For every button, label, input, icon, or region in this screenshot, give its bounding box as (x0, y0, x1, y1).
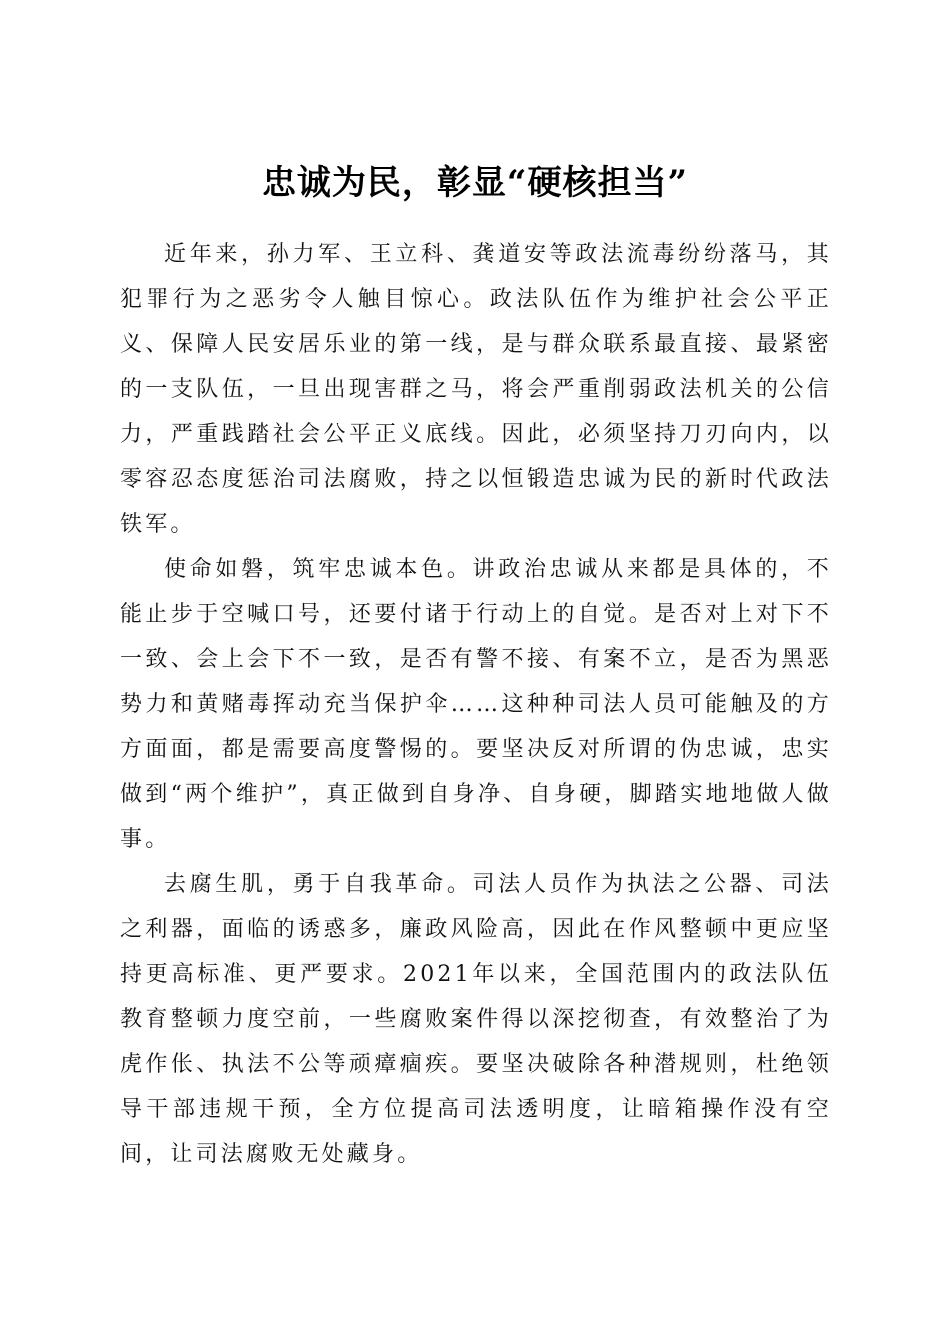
article-body (120, 232, 832, 1177)
paragraph-1: 近年来，孙力军、王立科、龚道安等政法流毒纷纷落马，其犯罪行为之恶劣令人触目惊心。政法队伍作为维护社会公平正义、保障人民安居乐业的第一线，是与群众联系最直接、最紧密的一支队伍，一旦出现害群之马，将会严重削弱政法机关的公信力，严重践踏社会公平正义底线。因此，必须坚持刀刃向内，以零容忍态度惩治司法腐败，持之以恒锻造忠诚为民的新时代政法铁军。 (120, 242, 832, 537)
paragraph-3: 去腐生肌，勇于自我革命。司法人员作为执法之公器、司法之利器，面临的诱惑多，廉政风险高，因此在作风整顿中更应坚持更高标准、更严要求。2021年以来，全国范围内的政法队伍教育整顿力度空前，一些腐败案件得以深挖彻查，有效整治了为虎作伥、执法不公等顽瘴痼疾。要坚决破除各种潜规则，杜绝领导干部违规干预，全方位提高司法透明度，让暗箱操作没有空间，让司法腐败无处藏身。 (120, 872, 832, 1167)
page-title: 忠诚为民，彰显“硬核担当” (261, 162, 689, 203)
paragraph-2: 使命如磐，筑牢忠诚本色。讲政治忠诚从来都是具体的，不能止步于空喊口号，还要付诸于行动上的自觉。是否对上对下不一致、会上会下不一致，是否有警不接、有案不立，是否为黑恶势力和黄赌毒挥动充当保护伞……这种种司法人员可能触及的方方面面，都是需要高度警惕的。要坚决反对所谓的伪忠诚，忠实做到“两个维护”，真正做到自身净、自身硬，脚踏实地地做人做事。 (120, 557, 832, 852)
